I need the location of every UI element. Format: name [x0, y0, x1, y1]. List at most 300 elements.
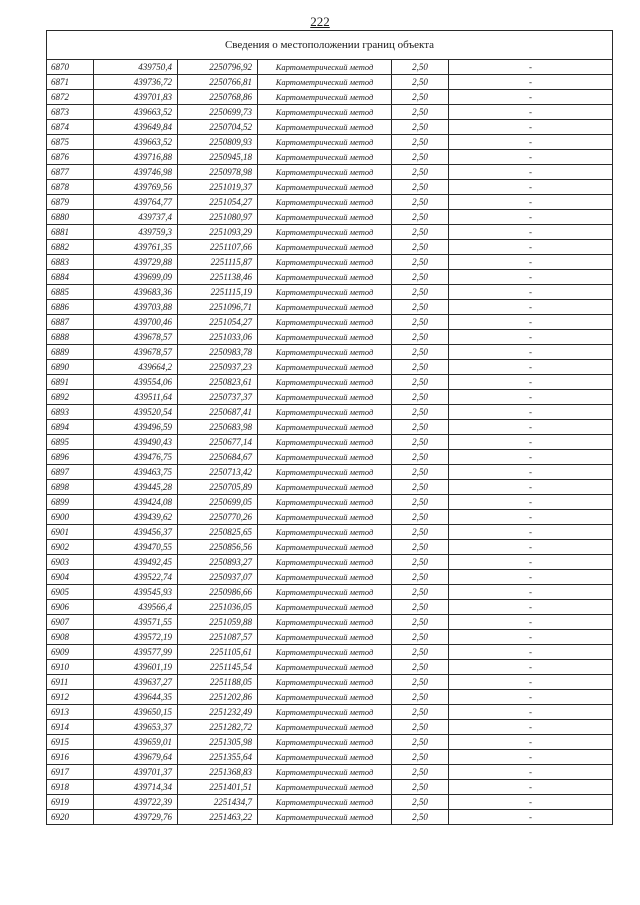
note-cell: -	[449, 675, 613, 690]
x-coordinate-cell: 439750,4	[94, 60, 178, 75]
y-coordinate-cell: 2250768,86	[178, 90, 258, 105]
table-row	[47, 210, 613, 225]
precision-cell: 2,50	[392, 285, 449, 300]
y-coordinate-cell: 2250937,07	[178, 570, 258, 585]
note-cell: -	[449, 150, 613, 165]
table-row	[47, 420, 613, 435]
point-number-cell: 6890	[47, 360, 94, 375]
note-cell: -	[449, 390, 613, 405]
table-row	[47, 795, 613, 810]
y-coordinate-cell: 2250683,98	[178, 420, 258, 435]
note-cell: -	[449, 435, 613, 450]
x-coordinate-cell: 439424,08	[94, 495, 178, 510]
method-cell: Картометрический метод	[258, 165, 392, 180]
point-number-cell: 6904	[47, 570, 94, 585]
note-cell: -	[449, 705, 613, 720]
table-row	[47, 165, 613, 180]
method-cell: Картометрический метод	[258, 405, 392, 420]
y-coordinate-cell: 2251138,46	[178, 270, 258, 285]
table-row	[47, 105, 613, 120]
precision-cell: 2,50	[392, 525, 449, 540]
precision-cell: 2,50	[392, 780, 449, 795]
point-number-cell: 6876	[47, 150, 94, 165]
y-coordinate-cell: 2250983,78	[178, 345, 258, 360]
table-row	[47, 435, 613, 450]
point-number-cell: 6914	[47, 720, 94, 735]
point-number-cell: 6873	[47, 105, 94, 120]
y-coordinate-cell: 2250699,73	[178, 105, 258, 120]
note-cell: -	[449, 795, 613, 810]
precision-cell: 2,50	[392, 585, 449, 600]
table-title-row	[47, 31, 613, 60]
table-row	[47, 150, 613, 165]
method-cell: Картометрический метод	[258, 735, 392, 750]
table-row	[47, 315, 613, 330]
note-cell: -	[449, 750, 613, 765]
method-cell: Картометрический метод	[258, 810, 392, 825]
table-row	[47, 360, 613, 375]
x-coordinate-cell: 439701,83	[94, 90, 178, 105]
note-cell: -	[449, 270, 613, 285]
note-cell: -	[449, 360, 613, 375]
x-coordinate-cell: 439729,88	[94, 255, 178, 270]
precision-cell: 2,50	[392, 765, 449, 780]
precision-cell: 2,50	[392, 495, 449, 510]
note-cell: -	[449, 450, 613, 465]
precision-cell: 2,50	[392, 615, 449, 630]
note-cell: -	[449, 75, 613, 90]
x-coordinate-cell: 439439,62	[94, 510, 178, 525]
point-number-cell: 6917	[47, 765, 94, 780]
y-coordinate-cell: 2251033,06	[178, 330, 258, 345]
point-number-cell: 6916	[47, 750, 94, 765]
method-cell: Картометрический метод	[258, 105, 392, 120]
point-number-cell: 6878	[47, 180, 94, 195]
y-coordinate-cell: 2250986,66	[178, 585, 258, 600]
point-number-cell: 6871	[47, 75, 94, 90]
method-cell: Картометрический метод	[258, 600, 392, 615]
note-cell: -	[449, 720, 613, 735]
table-row	[47, 585, 613, 600]
note-cell: -	[449, 345, 613, 360]
method-cell: Картометрический метод	[258, 375, 392, 390]
note-cell: -	[449, 135, 613, 150]
x-coordinate-cell: 439764,77	[94, 195, 178, 210]
precision-cell: 2,50	[392, 720, 449, 735]
precision-cell: 2,50	[392, 480, 449, 495]
table-row	[47, 90, 613, 105]
precision-cell: 2,50	[392, 105, 449, 120]
point-number-cell: 6889	[47, 345, 94, 360]
x-coordinate-cell: 439470,55	[94, 540, 178, 555]
precision-cell: 2,50	[392, 540, 449, 555]
x-coordinate-cell: 439729,76	[94, 810, 178, 825]
precision-cell: 2,50	[392, 570, 449, 585]
point-number-cell: 6870	[47, 60, 94, 75]
method-cell: Картометрический метод	[258, 540, 392, 555]
y-coordinate-cell: 2251054,27	[178, 195, 258, 210]
precision-cell: 2,50	[392, 435, 449, 450]
precision-cell: 2,50	[392, 795, 449, 810]
note-cell: -	[449, 120, 613, 135]
x-coordinate-cell: 439663,52	[94, 105, 178, 120]
y-coordinate-cell: 2250704,52	[178, 120, 258, 135]
y-coordinate-cell: 2251305,98	[178, 735, 258, 750]
table-row	[47, 345, 613, 360]
point-number-cell: 6897	[47, 465, 94, 480]
note-cell: -	[449, 810, 613, 825]
x-coordinate-cell: 439490,43	[94, 435, 178, 450]
point-number-cell: 6905	[47, 585, 94, 600]
method-cell: Картометрический метод	[258, 225, 392, 240]
method-cell: Картометрический метод	[258, 420, 392, 435]
table-row	[47, 285, 613, 300]
precision-cell: 2,50	[392, 270, 449, 285]
y-coordinate-cell: 2250893,27	[178, 555, 258, 570]
point-number-cell: 6899	[47, 495, 94, 510]
precision-cell: 2,50	[392, 120, 449, 135]
method-cell: Картометрический метод	[258, 480, 392, 495]
x-coordinate-cell: 439601,19	[94, 660, 178, 675]
method-cell: Картометрический метод	[258, 495, 392, 510]
note-cell: -	[449, 645, 613, 660]
note-cell: -	[449, 420, 613, 435]
note-cell: -	[449, 585, 613, 600]
x-coordinate-cell: 439701,37	[94, 765, 178, 780]
method-cell: Картометрический метод	[258, 210, 392, 225]
precision-cell: 2,50	[392, 810, 449, 825]
note-cell: -	[449, 780, 613, 795]
x-coordinate-cell: 439545,93	[94, 585, 178, 600]
precision-cell: 2,50	[392, 75, 449, 90]
note-cell: -	[449, 660, 613, 675]
method-cell: Картометрический метод	[258, 345, 392, 360]
y-coordinate-cell: 2251019,37	[178, 180, 258, 195]
point-number-cell: 6912	[47, 690, 94, 705]
method-cell: Картометрический метод	[258, 510, 392, 525]
y-coordinate-cell: 2250684,67	[178, 450, 258, 465]
y-coordinate-cell: 2251463,22	[178, 810, 258, 825]
precision-cell: 2,50	[392, 465, 449, 480]
x-coordinate-cell: 439571,55	[94, 615, 178, 630]
method-cell: Картометрический метод	[258, 300, 392, 315]
point-number-cell: 6910	[47, 660, 94, 675]
point-number-cell: 6901	[47, 525, 94, 540]
point-number-cell: 6903	[47, 555, 94, 570]
table-row	[47, 570, 613, 585]
note-cell: -	[449, 525, 613, 540]
method-cell: Картометрический метод	[258, 795, 392, 810]
x-coordinate-cell: 439653,37	[94, 720, 178, 735]
point-number-cell: 6900	[47, 510, 94, 525]
y-coordinate-cell: 2251105,61	[178, 645, 258, 660]
method-cell: Картометрический метод	[258, 270, 392, 285]
x-coordinate-cell: 439456,37	[94, 525, 178, 540]
y-coordinate-cell: 2250699,05	[178, 495, 258, 510]
method-cell: Картометрический метод	[258, 435, 392, 450]
y-coordinate-cell: 2250856,56	[178, 540, 258, 555]
y-coordinate-cell: 2250978,98	[178, 165, 258, 180]
point-number-cell: 6886	[47, 300, 94, 315]
method-cell: Картометрический метод	[258, 660, 392, 675]
x-coordinate-cell: 439492,45	[94, 555, 178, 570]
table-row	[47, 240, 613, 255]
y-coordinate-cell: 2250766,81	[178, 75, 258, 90]
point-number-cell: 6892	[47, 390, 94, 405]
table-row	[47, 180, 613, 195]
x-coordinate-cell: 439511,64	[94, 390, 178, 405]
table-row	[47, 720, 613, 735]
y-coordinate-cell: 2251059,88	[178, 615, 258, 630]
point-number-cell: 6880	[47, 210, 94, 225]
y-coordinate-cell: 2251401,51	[178, 780, 258, 795]
note-cell: -	[449, 60, 613, 75]
precision-cell: 2,50	[392, 60, 449, 75]
table-row	[47, 75, 613, 90]
note-cell: -	[449, 105, 613, 120]
point-number-cell: 6893	[47, 405, 94, 420]
precision-cell: 2,50	[392, 255, 449, 270]
x-coordinate-cell: 439496,59	[94, 420, 178, 435]
y-coordinate-cell: 2251054,27	[178, 315, 258, 330]
table-row	[47, 750, 613, 765]
note-cell: -	[449, 600, 613, 615]
precision-cell: 2,50	[392, 600, 449, 615]
x-coordinate-cell: 439554,06	[94, 375, 178, 390]
table-row	[47, 765, 613, 780]
note-cell: -	[449, 90, 613, 105]
method-cell: Картометрический метод	[258, 465, 392, 480]
note-cell: -	[449, 495, 613, 510]
method-cell: Картометрический метод	[258, 390, 392, 405]
x-coordinate-cell: 439699,09	[94, 270, 178, 285]
method-cell: Картометрический метод	[258, 60, 392, 75]
y-coordinate-cell: 2251093,29	[178, 225, 258, 240]
table-row	[47, 330, 613, 345]
y-coordinate-cell: 2250687,41	[178, 405, 258, 420]
y-coordinate-cell: 2250705,89	[178, 480, 258, 495]
point-number-cell: 6885	[47, 285, 94, 300]
precision-cell: 2,50	[392, 210, 449, 225]
method-cell: Картометрический метод	[258, 285, 392, 300]
precision-cell: 2,50	[392, 135, 449, 150]
note-cell: -	[449, 630, 613, 645]
x-coordinate-cell: 439649,84	[94, 120, 178, 135]
y-coordinate-cell: 2250796,92	[178, 60, 258, 75]
point-number-cell: 6891	[47, 375, 94, 390]
table-row	[47, 780, 613, 795]
table-row	[47, 60, 613, 75]
method-cell: Картометрический метод	[258, 780, 392, 795]
precision-cell: 2,50	[392, 750, 449, 765]
note-cell: -	[449, 225, 613, 240]
note-cell: -	[449, 165, 613, 180]
table-row	[47, 390, 613, 405]
x-coordinate-cell: 439566,4	[94, 600, 178, 615]
precision-cell: 2,50	[392, 645, 449, 660]
x-coordinate-cell: 439678,57	[94, 330, 178, 345]
method-cell: Картометрический метод	[258, 765, 392, 780]
method-cell: Картометрический метод	[258, 315, 392, 330]
table-row	[47, 255, 613, 270]
method-cell: Картометрический метод	[258, 645, 392, 660]
table-row	[47, 600, 613, 615]
precision-cell: 2,50	[392, 555, 449, 570]
note-cell: -	[449, 480, 613, 495]
precision-cell: 2,50	[392, 390, 449, 405]
point-number-cell: 6898	[47, 480, 94, 495]
method-cell: Картометрический метод	[258, 120, 392, 135]
table-row	[47, 270, 613, 285]
table-row	[47, 660, 613, 675]
y-coordinate-cell: 2251036,05	[178, 600, 258, 615]
y-coordinate-cell: 2250823,61	[178, 375, 258, 390]
method-cell: Картометрический метод	[258, 555, 392, 570]
y-coordinate-cell: 2251107,66	[178, 240, 258, 255]
point-number-cell: 6919	[47, 795, 94, 810]
x-coordinate-cell: 439664,2	[94, 360, 178, 375]
x-coordinate-cell: 439769,56	[94, 180, 178, 195]
method-cell: Картометрический метод	[258, 180, 392, 195]
y-coordinate-cell: 2250713,42	[178, 465, 258, 480]
point-number-cell: 6875	[47, 135, 94, 150]
x-coordinate-cell: 439663,52	[94, 135, 178, 150]
point-number-cell: 6906	[47, 600, 94, 615]
table-row	[47, 510, 613, 525]
x-coordinate-cell: 439700,46	[94, 315, 178, 330]
x-coordinate-cell: 439445,28	[94, 480, 178, 495]
method-cell: Картометрический метод	[258, 525, 392, 540]
table-row	[47, 525, 613, 540]
y-coordinate-cell: 2251087,57	[178, 630, 258, 645]
precision-cell: 2,50	[392, 360, 449, 375]
note-cell: -	[449, 615, 613, 630]
precision-cell: 2,50	[392, 510, 449, 525]
x-coordinate-cell: 439737,4	[94, 210, 178, 225]
boundary-coordinates-table	[46, 30, 613, 825]
point-number-cell: 6908	[47, 630, 94, 645]
precision-cell: 2,50	[392, 315, 449, 330]
x-coordinate-cell: 439679,64	[94, 750, 178, 765]
method-cell: Картометрический метод	[258, 75, 392, 90]
point-number-cell: 6894	[47, 420, 94, 435]
precision-cell: 2,50	[392, 450, 449, 465]
method-cell: Картометрический метод	[258, 615, 392, 630]
note-cell: -	[449, 570, 613, 585]
method-cell: Картометрический метод	[258, 750, 392, 765]
point-number-cell: 6902	[47, 540, 94, 555]
method-cell: Картометрический метод	[258, 255, 392, 270]
x-coordinate-cell: 439722,39	[94, 795, 178, 810]
x-coordinate-cell: 439703,88	[94, 300, 178, 315]
table-row	[47, 675, 613, 690]
point-number-cell: 6896	[47, 450, 94, 465]
table-row	[47, 810, 613, 825]
point-number-cell: 6888	[47, 330, 94, 345]
y-coordinate-cell: 2250770,26	[178, 510, 258, 525]
table-row	[47, 690, 613, 705]
x-coordinate-cell: 439716,88	[94, 150, 178, 165]
point-number-cell: 6877	[47, 165, 94, 180]
precision-cell: 2,50	[392, 225, 449, 240]
x-coordinate-cell: 439683,36	[94, 285, 178, 300]
point-number-cell: 6913	[47, 705, 94, 720]
method-cell: Картометрический метод	[258, 360, 392, 375]
point-number-cell: 6874	[47, 120, 94, 135]
y-coordinate-cell: 2250937,23	[178, 360, 258, 375]
table-row	[47, 195, 613, 210]
y-coordinate-cell: 2251232,49	[178, 705, 258, 720]
precision-cell: 2,50	[392, 300, 449, 315]
point-number-cell: 6881	[47, 225, 94, 240]
x-coordinate-cell: 439522,74	[94, 570, 178, 585]
table-row	[47, 735, 613, 750]
y-coordinate-cell: 2251355,64	[178, 750, 258, 765]
precision-cell: 2,50	[392, 180, 449, 195]
precision-cell: 2,50	[392, 420, 449, 435]
x-coordinate-cell: 439463,75	[94, 465, 178, 480]
method-cell: Картометрический метод	[258, 690, 392, 705]
table-row	[47, 465, 613, 480]
method-cell: Картометрический метод	[258, 570, 392, 585]
x-coordinate-cell: 439637,27	[94, 675, 178, 690]
y-coordinate-cell: 2250945,18	[178, 150, 258, 165]
method-cell: Картометрический метод	[258, 675, 392, 690]
table-row	[47, 495, 613, 510]
point-number-cell: 6887	[47, 315, 94, 330]
precision-cell: 2,50	[392, 690, 449, 705]
note-cell: -	[449, 375, 613, 390]
y-coordinate-cell: 2250677,14	[178, 435, 258, 450]
point-number-cell: 6872	[47, 90, 94, 105]
y-coordinate-cell: 2251096,71	[178, 300, 258, 315]
precision-cell: 2,50	[392, 345, 449, 360]
note-cell: -	[449, 180, 613, 195]
y-coordinate-cell: 2251434,7	[178, 795, 258, 810]
precision-cell: 2,50	[392, 630, 449, 645]
note-cell: -	[449, 510, 613, 525]
method-cell: Картометрический метод	[258, 630, 392, 645]
x-coordinate-cell: 439650,15	[94, 705, 178, 720]
method-cell: Картометрический метод	[258, 720, 392, 735]
point-number-cell: 6884	[47, 270, 94, 285]
point-number-cell: 6920	[47, 810, 94, 825]
y-coordinate-cell: 2250825,65	[178, 525, 258, 540]
precision-cell: 2,50	[392, 405, 449, 420]
method-cell: Картометрический метод	[258, 705, 392, 720]
table-row	[47, 375, 613, 390]
y-coordinate-cell: 2251202,86	[178, 690, 258, 705]
x-coordinate-cell: 439746,98	[94, 165, 178, 180]
page-number: 222	[310, 14, 330, 29]
x-coordinate-cell: 439572,19	[94, 630, 178, 645]
table-row	[47, 645, 613, 660]
x-coordinate-cell: 439659,01	[94, 735, 178, 750]
x-coordinate-cell: 439736,72	[94, 75, 178, 90]
method-cell: Картометрический метод	[258, 585, 392, 600]
point-number-cell: 6918	[47, 780, 94, 795]
x-coordinate-cell: 439759,3	[94, 225, 178, 240]
note-cell: -	[449, 255, 613, 270]
y-coordinate-cell: 2251115,87	[178, 255, 258, 270]
y-coordinate-cell: 2251368,83	[178, 765, 258, 780]
precision-cell: 2,50	[392, 150, 449, 165]
y-coordinate-cell: 2251080,97	[178, 210, 258, 225]
table-row	[47, 555, 613, 570]
point-number-cell: 6907	[47, 615, 94, 630]
note-cell: -	[449, 690, 613, 705]
note-cell: -	[449, 315, 613, 330]
